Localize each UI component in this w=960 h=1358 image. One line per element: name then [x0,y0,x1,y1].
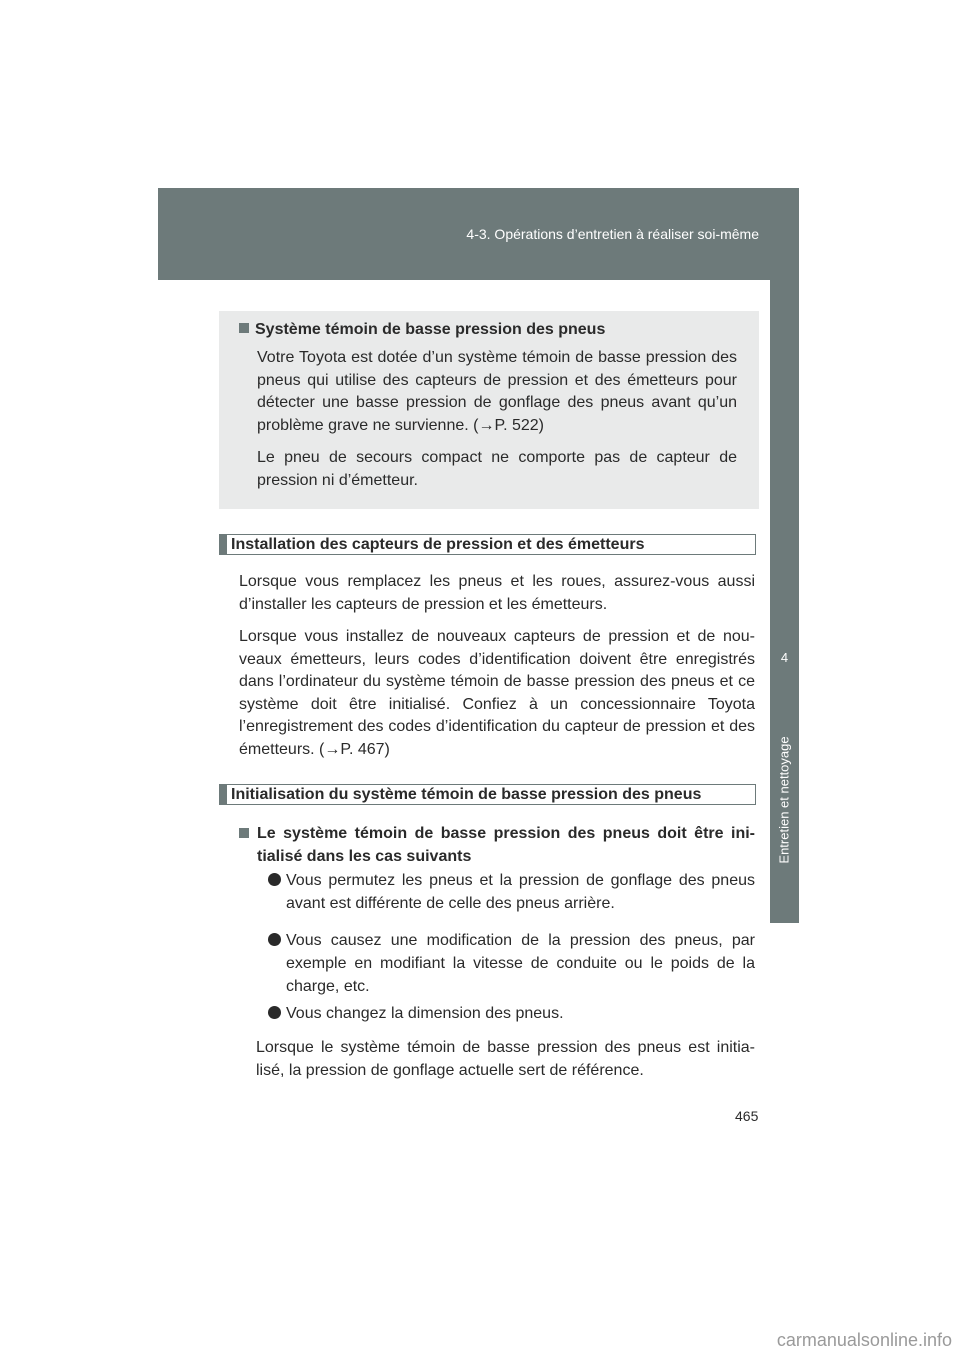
bullet-dot-icon [268,933,281,946]
chapter-side-tab [770,280,799,923]
bullet-subheading [239,822,755,868]
closing-paragraph: Lorsque le système témoin de basse pression des pneus est initia-lisé, la pression de gonflage actuelle sert de référence. [256,1039,755,1079]
bullet-subheading-text: Le système témoin de basse pression des pneus doit être ini-tialisé dans les cas suivants [257,825,755,865]
info-box-heading [239,321,605,339]
section-heading: Installation des capteurs de pression et des émetteurs [219,534,756,555]
info-box [219,311,759,509]
info-box-paragraph: Votre Toyota est dotée d’un système témoin de basse pression des pneus qui utilise des capteurs de pression et des émetteurs pour détecter une basse pression de gonflage des pneus avant qu’un problème grave ne survienne. (→P. 522) [257,349,737,434]
list-item-text: Vous changez la dimension des pneus. [286,1005,564,1022]
list-item [268,1002,755,1025]
square-bullet-icon [239,828,249,838]
page-number: 465 [735,1108,759,1124]
list-item-text: Vous causez une modification de la pression des pneus, par exemple en modifiant la vitesse de conduite ou le poids de la charge, etc. [286,932,755,995]
section-title: 4-3. Opérations d’entretien à réaliser soi-même [466,226,759,242]
bullet-dot-icon [268,873,281,886]
list-item [268,929,755,998]
info-box-paragraph: Le pneu de secours compact ne comporte pas de capteur de pression ni d’émetteur. [257,449,737,489]
square-bullet-icon [239,323,249,333]
bullet-dot-icon [268,1006,281,1019]
chapter-number: 4 [780,650,789,665]
header-band [158,188,799,280]
info-box-heading-text: Système témoin de basse pression des pneus [255,321,606,338]
list-item-text: Vous permutez les pneus et la pression de gonflage des pneus avant est différente de celle des pneus arrière. [286,872,755,912]
body-paragraph: Lorsque vous installez de nouveaux capteurs de pression et de nou-veaux émetteurs, leurs codes d’identification doivent être enregistrés dans l’ordinateur du système témoin de basse pression des pneus et ce système doit être initialisé. Confiez à un concessionnaire Toyota l’enregistrement des codes d’identification du capteur de pression et des émetteurs. (→P. 467) [239,628,755,758]
body-paragraph: Lorsque vous remplacez les pneus et les roues, assurez-vous aussi d’installer les capteurs de pression et les émetteurs. [239,573,755,613]
chapter-label: Entretien et nettoyage [776,736,792,864]
watermark: carmanualsonline.info [776,1330,952,1350]
section-heading: Initialisation du système témoin de basse pression des pneus [219,784,756,805]
list-item [268,869,755,915]
